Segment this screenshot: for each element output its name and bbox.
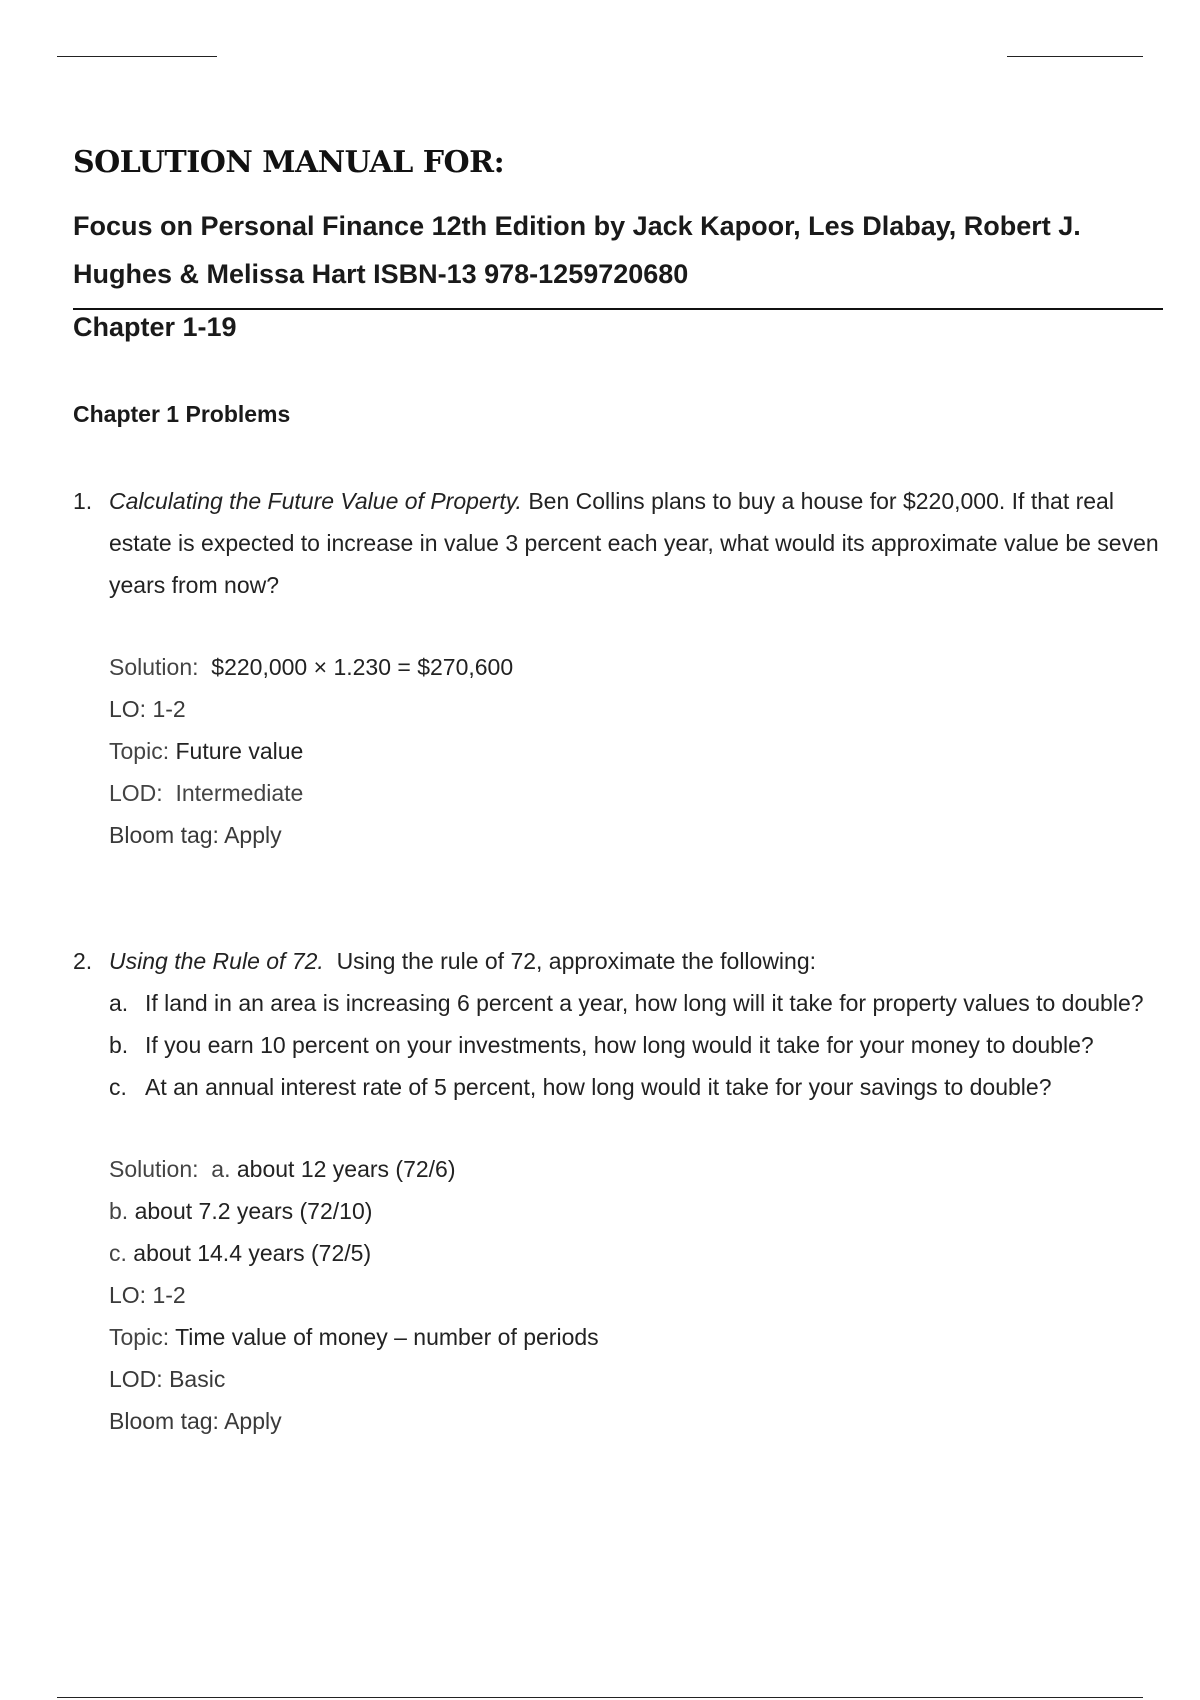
solution-b-value: about 7.2 years (72/10) xyxy=(134,1198,373,1224)
book-title xyxy=(73,202,1163,298)
subitem-letter: c. xyxy=(109,1074,127,1100)
book-title-line-2: Hughes & Melissa Hart ISBN-13 978-1259720680 xyxy=(73,259,689,289)
chapter-range: Chapter 1-19 xyxy=(73,312,237,342)
manual-title: SOLUTION MANUAL FOR: xyxy=(73,145,505,180)
solution-label: Solution: xyxy=(109,654,199,680)
solution-line-a xyxy=(109,1148,1163,1190)
lod-label: LOD: xyxy=(109,780,163,806)
topic-value: Time value of money – number of periods xyxy=(175,1324,599,1350)
lod-value: Intermediate xyxy=(175,780,304,806)
learning-objective: LO: 1-2 xyxy=(109,1282,186,1308)
topic-label: Topic: xyxy=(109,1324,170,1350)
solution-c-label: c. xyxy=(109,1240,127,1266)
subitem-text: If you earn 10 percent on your investments, how long would it take for your money to double? xyxy=(145,1032,1094,1058)
list-item xyxy=(73,1024,1163,1066)
problem-2 xyxy=(73,940,1163,1442)
section-heading: Chapter 1 Problems xyxy=(73,401,291,427)
subitem-letter: b. xyxy=(109,1032,129,1058)
solution-line xyxy=(109,646,1163,688)
problem-title: Using the Rule of 72. xyxy=(109,948,324,974)
subitem-letter: a. xyxy=(109,990,129,1016)
problem-number: 1. xyxy=(73,488,93,514)
solution-label: Solution: xyxy=(109,1156,199,1182)
subitem-list xyxy=(73,982,1163,1108)
problem-number: 2. xyxy=(73,948,93,974)
topic-line xyxy=(109,1316,1163,1358)
bloom-tag: Bloom tag: Apply xyxy=(109,1408,282,1434)
solution-b-label: b. xyxy=(109,1198,129,1224)
header-rule-right xyxy=(1007,56,1143,57)
problem-statement xyxy=(73,940,1163,982)
solution-line-c xyxy=(109,1232,1163,1274)
solution-a-label: a. xyxy=(211,1156,231,1182)
problem-statement xyxy=(73,480,1163,606)
subitem-text: If land in an area is increasing 6 percent a year, how long will it take for property values to double? xyxy=(145,990,1144,1016)
topic-value: Future value xyxy=(175,738,304,764)
solution-c-value: about 14.4 years (72/5) xyxy=(133,1240,372,1266)
problem-1 xyxy=(73,480,1163,856)
learning-objective: LO: 1-2 xyxy=(109,696,186,722)
topic-label: Topic: xyxy=(109,738,170,764)
header-rule-left xyxy=(57,56,217,57)
solution-line-b xyxy=(109,1190,1163,1232)
topic-line xyxy=(109,730,1163,772)
solution-value: $220,000 × 1.230 = $270,600 xyxy=(211,654,514,680)
problem-text: Using the rule of 72, approximate the following: xyxy=(323,948,817,974)
solution-block xyxy=(73,646,1163,856)
book-title-line-1: Focus on Personal Finance 12th Edition by Jack Kapoor, Les Dlabay, Robert J. xyxy=(73,211,1081,241)
lod-line: LOD: Basic xyxy=(109,1366,226,1392)
bloom-tag: Bloom tag: Apply xyxy=(109,822,282,848)
subitem-text: At an annual interest rate of 5 percent, how long would it take for your savings to double? xyxy=(145,1074,1052,1100)
problem-title: Calculating the Future Value of Property. xyxy=(109,488,522,514)
footer-rule xyxy=(57,1697,1143,1698)
problem-text: Ben Collins plans to buy a house for $220,000. If that real estate is expected to increase in value 3 percent each year, what would its approximate value be seven years from now? xyxy=(109,488,1159,598)
lod-line xyxy=(109,772,1163,814)
list-item xyxy=(73,1066,1163,1108)
solution-block xyxy=(73,1148,1163,1442)
list-item xyxy=(73,982,1163,1024)
solution-a-value: about 12 years (72/6) xyxy=(236,1156,456,1182)
